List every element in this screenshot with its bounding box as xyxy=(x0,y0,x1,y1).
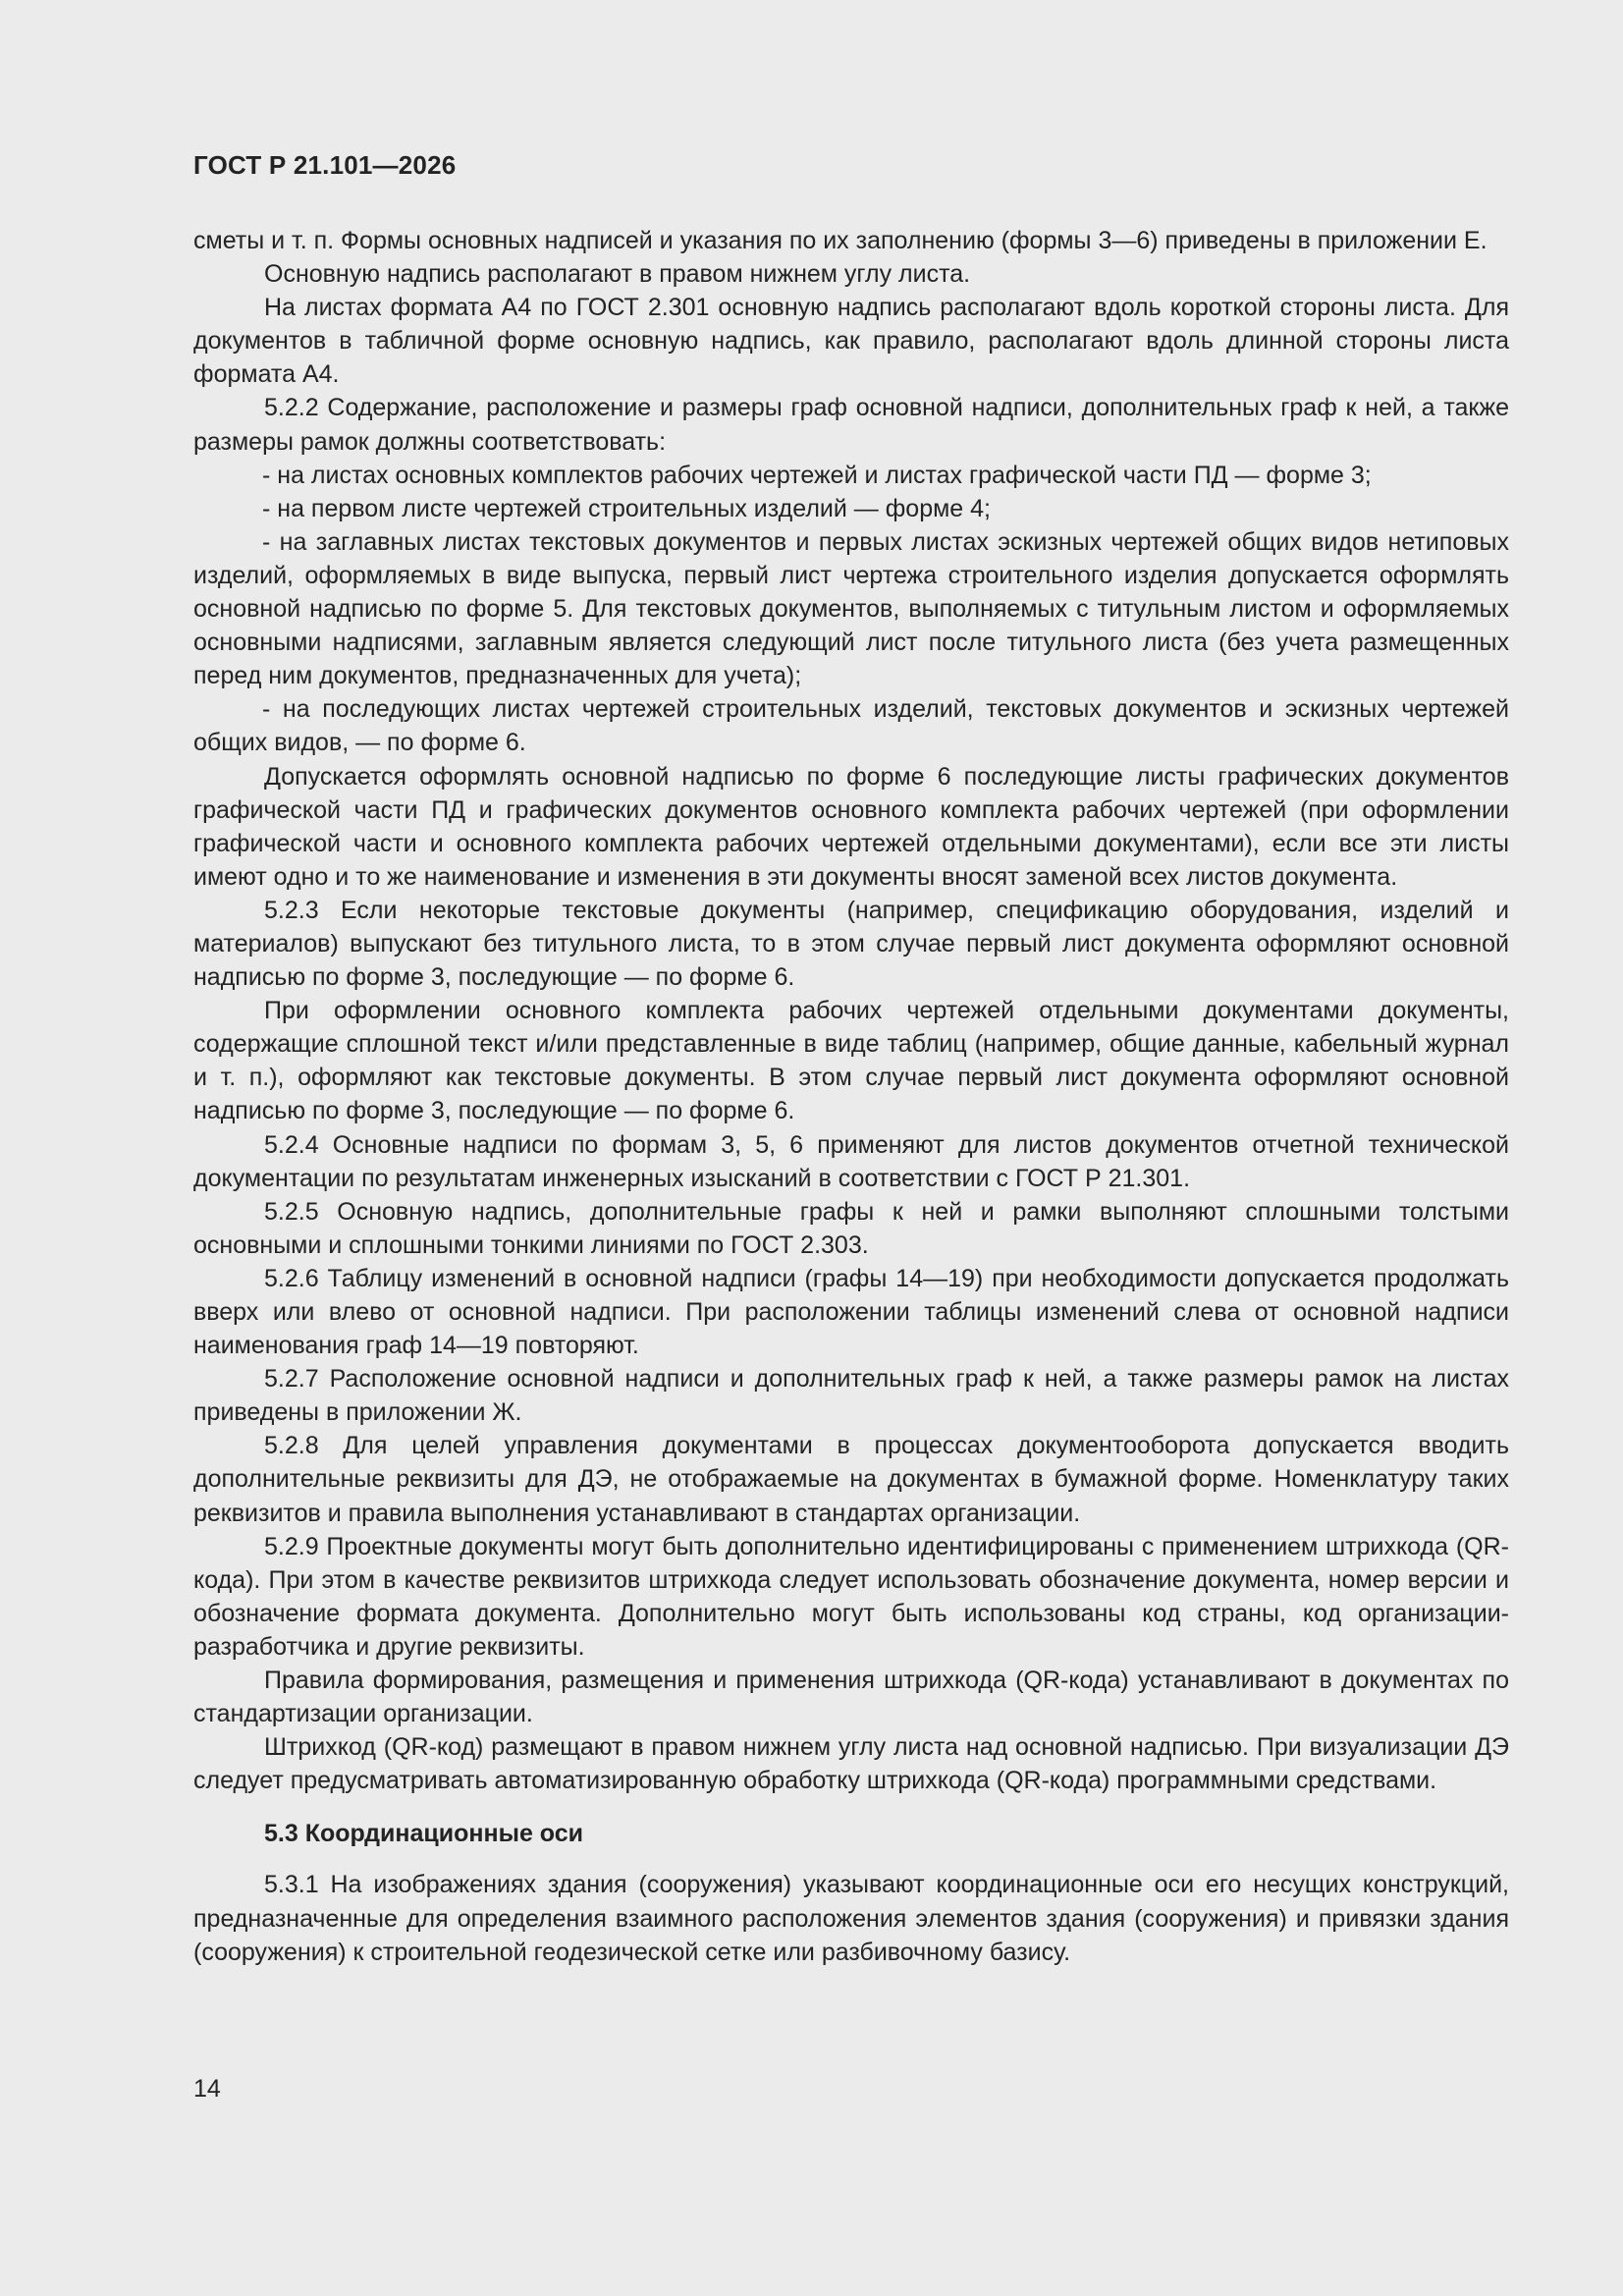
list-item: - на последующих листах чертежей строительных изделий, текстовых документов и эскизных чертежей общих видов, — по форме 6. xyxy=(193,695,1509,757)
clause-5-2-3: 5.2.3 Если некоторые текстовые документы (например, спецификацию оборудования, изделий и материалов) выпускают без титульного листа, то в этом случае первый лист документа оформляют основной надписью по форме 3, последующие — по форме 6. xyxy=(193,896,1509,992)
paragraph: При оформлении основного комплекта рабочих чертежей отдельными документами документы, содержащие сплошной текст и/или представленные в виде таблиц (например, общие данные, кабельный журнал и т. п.), оформляют как текстовые документы. В этом случае первый лист документа оформляют основной надписью по форме 3, последующие — по форме 6. xyxy=(193,997,1509,1125)
paragraph: Правила формирования, размещения и применения штрихкода (QR-кода) устанавливают в документах по стандартизации организации. xyxy=(193,1667,1509,1728)
paragraph: Штрихкод (QR-код) размещают в правом нижнем углу листа над основной надписью. При визуализации ДЭ следует предусматривать автоматизированную обработку штрихкода (QR-кода) программными средствами. xyxy=(193,1733,1509,1795)
list-item: - на заглавных листах текстовых документов и первых листах эскизных чертежей общих видов нетиповых изделий, оформляемых в виде выпуска, первый лист чертежа строительного изделия допускается оформлять основной надписью по форме 5. Для текстовых документов, выполняемых с титульным листом и оформляемых основными надписями, заглавным является следующий лист после титульного листа (без учета размещенных перед ним документов, предназначенных для учета); xyxy=(193,527,1509,690)
section-heading: 5.3 Координационные оси xyxy=(264,1820,584,1848)
clause-5-2-2: 5.2.2 Содержание, расположение и размеры граф основной надписи, дополнительных граф к ней, а также размеры рамок должны соответствовать: xyxy=(193,394,1509,456)
clause-5-2-6: 5.2.6 Таблицу изменений в основной надписи (графы 14—19) при необходимости допускается продолжать вверх или влево от основной надписи. При расположении таблицы изменений слева от основной надписи наименования граф 14—19 повторяют. xyxy=(193,1264,1509,1360)
clause-5-2-8: 5.2.8 Для целей управления документами в процессах документооборота допускается вводить дополнительные реквизиты для ДЭ, не отображаемые на документах в бумажной форме. Номенклатуру таких реквизитов и правила выполнения устанавливают в стандартах организации. xyxy=(193,1432,1509,1527)
clause-5-2-7: 5.2.7 Расположение основной надписи и дополнительных граф к ней, а также размеры рамок на листах приведены в приложении Ж. xyxy=(193,1365,1509,1427)
clause-5-3-1: 5.3.1 На изображениях здания (сооружения) указывают координационные оси его несущих конструкций, предназначенные для определения взаимного расположения элементов здания (сооружения) и привязки здания (сооружения) к строительной геодезической сетке или разбивочному базису. xyxy=(193,1871,1509,1966)
list-item: - на листах основных комплектов рабочих чертежей и листах графической части ПД — форме 3; xyxy=(262,461,1372,489)
paragraph: сметы и т. п. Формы основных надписей и указания по их заполнению (формы 3—6) приведены в приложении Е. xyxy=(193,227,1488,254)
paragraph: На листах формата А4 по ГОСТ 2.301 основную надпись располагают вдоль короткой стороны листа. Для документов в табличной форме основную надпись, как правило, располагают вдоль длинной стороны листа формата А4. xyxy=(193,294,1509,389)
clause-5-2-5: 5.2.5 Основную надпись, дополнительные графы к ней и рамки выполняют сплошными толстыми основными и сплошными тонкими линиями по ГОСТ 2.303. xyxy=(193,1197,1509,1259)
paragraph: Основную надпись располагают в правом нижнем углу листа. xyxy=(264,260,971,289)
page-number: 14 xyxy=(193,2075,221,2103)
paragraph: Допускается оформлять основной надписью по форме 6 последующие листы графических документов графической части ПД и графических документов основного комплекта рабочих чертежей (при оформлении графической части и основного комплекта рабочих чертежей отдельными документами), если все эти листы имеют одно и то же наименование и изменения в эти документы вносят заменой всех листов документа. xyxy=(193,762,1509,891)
body-text xyxy=(193,224,1509,1969)
document-header: ГОСТ Р 21.101—2026 xyxy=(193,150,457,180)
list-item: - на первом листе чертежей строительных изделий — форме 4; xyxy=(262,494,992,522)
clause-5-2-4: 5.2.4 Основные надписи по формам 3, 5, 6 применяют для листов документов отчетной технической документации по результатам инженерных изысканий в соответствии с ГОСТ Р 21.301. xyxy=(193,1130,1509,1192)
clause-5-2-9: 5.2.9 Проектные документы могут быть дополнительно идентифицированы с применением штрихкода (QR-кода). При этом в качестве реквизитов штрихкода следует использовать обозначение документа, номер версии и обозначение формата документа. Дополнительно могут быть использованы код страны, код организации-разработчика и другие реквизиты. xyxy=(193,1532,1509,1661)
